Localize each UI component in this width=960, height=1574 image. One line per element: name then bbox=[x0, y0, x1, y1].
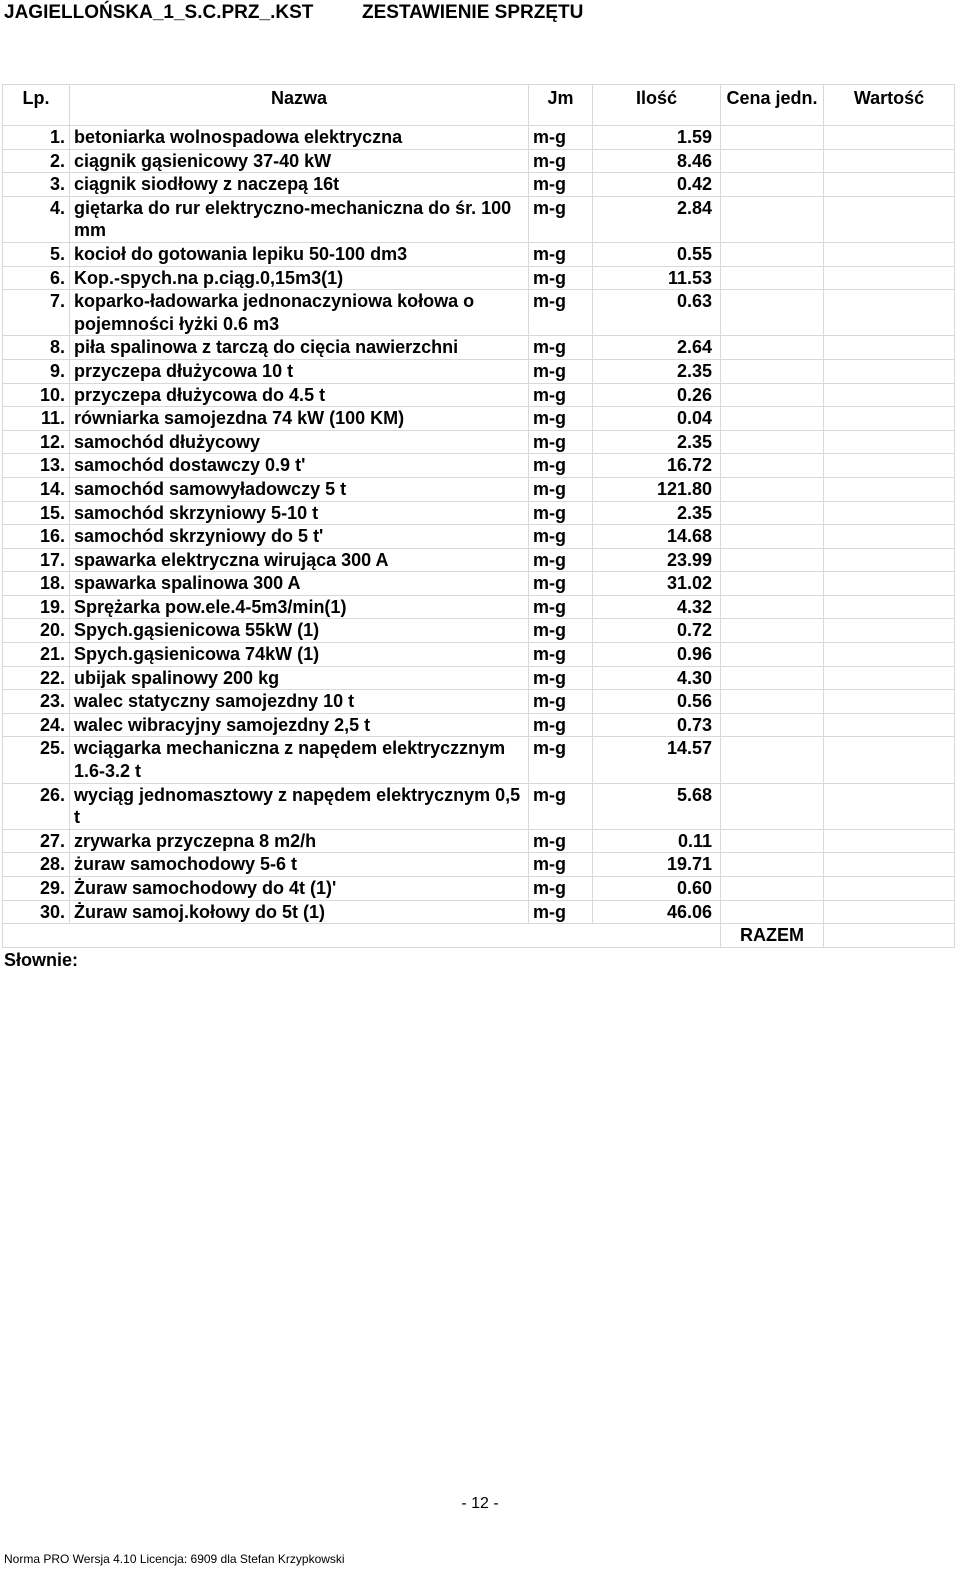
row-lp: 25. bbox=[3, 737, 70, 783]
row-name: zrywarka przyczepna 8 m2/h bbox=[70, 829, 529, 853]
row-name: samochód skrzyniowy do 5 t' bbox=[70, 525, 529, 549]
row-lp: 28. bbox=[3, 853, 70, 877]
row-jm: m-g bbox=[529, 783, 593, 829]
row-qty: 0.26 bbox=[593, 383, 721, 407]
row-lp: 19. bbox=[3, 595, 70, 619]
row-qty: 14.68 bbox=[593, 525, 721, 549]
row-qty: 23.99 bbox=[593, 548, 721, 572]
col-header-wartosc: Wartość bbox=[824, 85, 955, 126]
row-value bbox=[824, 643, 955, 667]
table-row bbox=[3, 407, 955, 431]
table-row bbox=[3, 690, 955, 714]
row-qty: 0.55 bbox=[593, 242, 721, 266]
row-price bbox=[721, 877, 824, 901]
table-row bbox=[3, 572, 955, 596]
row-price bbox=[721, 713, 824, 737]
row-name: wciągarka mechaniczna z napędem elektryczznym 1.6-3.2 t bbox=[70, 737, 529, 783]
row-qty: 2.35 bbox=[593, 359, 721, 383]
row-name: kocioł do gotowania lepiku 50-100 dm3 bbox=[70, 242, 529, 266]
row-price bbox=[721, 242, 824, 266]
row-name: betoniarka wolnospadowa elektryczna bbox=[70, 126, 529, 150]
row-price bbox=[721, 126, 824, 150]
row-name: żuraw samochodowy 5-6 t bbox=[70, 853, 529, 877]
row-lp: 1. bbox=[3, 126, 70, 150]
page-number: - 12 - bbox=[461, 1495, 499, 1512]
row-jm: m-g bbox=[529, 454, 593, 478]
row-jm: m-g bbox=[529, 290, 593, 336]
row-jm: m-g bbox=[529, 643, 593, 667]
row-value bbox=[824, 430, 955, 454]
col-header-cena: Cena jedn. bbox=[721, 85, 824, 126]
table-row bbox=[3, 383, 955, 407]
row-name: spawarka spalinowa 300 A bbox=[70, 572, 529, 596]
table-row bbox=[3, 242, 955, 266]
row-jm: m-g bbox=[529, 359, 593, 383]
row-jm: m-g bbox=[529, 430, 593, 454]
row-value bbox=[824, 290, 955, 336]
row-name: walec wibracyjny samojezdny 2,5 t bbox=[70, 713, 529, 737]
row-price bbox=[721, 149, 824, 173]
table-row bbox=[3, 336, 955, 360]
row-value bbox=[824, 713, 955, 737]
row-lp: 17. bbox=[3, 548, 70, 572]
row-jm: m-g bbox=[529, 126, 593, 150]
row-jm: m-g bbox=[529, 853, 593, 877]
row-value bbox=[824, 359, 955, 383]
row-lp: 5. bbox=[3, 242, 70, 266]
table-row bbox=[3, 548, 955, 572]
row-price bbox=[721, 666, 824, 690]
row-qty: 4.32 bbox=[593, 595, 721, 619]
row-jm: m-g bbox=[529, 666, 593, 690]
row-value bbox=[824, 595, 955, 619]
row-jm: m-g bbox=[529, 266, 593, 290]
table-row bbox=[3, 477, 955, 501]
row-jm: m-g bbox=[529, 572, 593, 596]
row-name: wyciąg jednomasztowy z napędem elektrycznym 0,5 t bbox=[70, 783, 529, 829]
row-price bbox=[721, 196, 824, 242]
row-value bbox=[824, 173, 955, 197]
row-jm: m-g bbox=[529, 149, 593, 173]
row-jm: m-g bbox=[529, 713, 593, 737]
row-qty: 31.02 bbox=[593, 572, 721, 596]
table-row bbox=[3, 853, 955, 877]
row-qty: 0.56 bbox=[593, 690, 721, 714]
row-price bbox=[721, 454, 824, 478]
row-jm: m-g bbox=[529, 173, 593, 197]
col-header-jm: Jm bbox=[529, 85, 593, 126]
total-row bbox=[3, 924, 955, 948]
row-qty: 14.57 bbox=[593, 737, 721, 783]
row-lp: 23. bbox=[3, 690, 70, 714]
table-row bbox=[3, 619, 955, 643]
row-qty: 0.96 bbox=[593, 643, 721, 667]
row-price bbox=[721, 477, 824, 501]
row-qty: 4.30 bbox=[593, 666, 721, 690]
row-value bbox=[824, 548, 955, 572]
row-lp: 11. bbox=[3, 407, 70, 431]
row-lp: 27. bbox=[3, 829, 70, 853]
row-jm: m-g bbox=[529, 525, 593, 549]
row-value bbox=[824, 336, 955, 360]
row-qty: 2.84 bbox=[593, 196, 721, 242]
row-value bbox=[824, 690, 955, 714]
row-jm: m-g bbox=[529, 196, 593, 242]
row-price bbox=[721, 266, 824, 290]
row-value bbox=[824, 266, 955, 290]
row-lp: 2. bbox=[3, 149, 70, 173]
row-jm: m-g bbox=[529, 595, 593, 619]
col-header-nazwa: Nazwa bbox=[70, 85, 529, 126]
total-row-spacer bbox=[3, 924, 721, 948]
row-lp: 24. bbox=[3, 713, 70, 737]
row-qty: 0.42 bbox=[593, 173, 721, 197]
slownie-label: Słownie: bbox=[4, 950, 79, 970]
row-qty: 2.64 bbox=[593, 336, 721, 360]
row-qty: 0.60 bbox=[593, 877, 721, 901]
row-qty: 0.63 bbox=[593, 290, 721, 336]
row-name: samochód skrzyniowy 5-10 t bbox=[70, 501, 529, 525]
row-lp: 16. bbox=[3, 525, 70, 549]
row-jm: m-g bbox=[529, 501, 593, 525]
row-lp: 15. bbox=[3, 501, 70, 525]
row-price bbox=[721, 336, 824, 360]
row-lp: 6. bbox=[3, 266, 70, 290]
row-price bbox=[721, 829, 824, 853]
row-price bbox=[721, 359, 824, 383]
row-lp: 20. bbox=[3, 619, 70, 643]
row-jm: m-g bbox=[529, 877, 593, 901]
table-row bbox=[3, 900, 955, 924]
row-name: spawarka elektryczna wirująca 300 A bbox=[70, 548, 529, 572]
row-lp: 7. bbox=[3, 290, 70, 336]
row-qty: 8.46 bbox=[593, 149, 721, 173]
row-value bbox=[824, 477, 955, 501]
row-jm: m-g bbox=[529, 737, 593, 783]
footer-license: Norma PRO Wersja 4.10 Licencja: 6909 dla Stefan Krzypkowski bbox=[4, 1552, 345, 1566]
row-price bbox=[721, 525, 824, 549]
row-lp: 26. bbox=[3, 783, 70, 829]
total-label: RAZEM bbox=[721, 924, 824, 948]
row-name: przyczepa dłużycowa do 4.5 t bbox=[70, 383, 529, 407]
row-jm: m-g bbox=[529, 407, 593, 431]
row-jm: m-g bbox=[529, 900, 593, 924]
table-row bbox=[3, 877, 955, 901]
row-price bbox=[721, 572, 824, 596]
row-lp: 21. bbox=[3, 643, 70, 667]
table-row bbox=[3, 829, 955, 853]
row-jm: m-g bbox=[529, 690, 593, 714]
row-value bbox=[824, 737, 955, 783]
row-name: Sprężarka pow.ele.4-5m3/min(1) bbox=[70, 595, 529, 619]
row-value bbox=[824, 407, 955, 431]
row-name: walec statyczny samojezdny 10 t bbox=[70, 690, 529, 714]
table-row bbox=[3, 783, 955, 829]
page-title: ZESTAWIENIE SPRZĘTU bbox=[362, 2, 584, 23]
table-row bbox=[3, 149, 955, 173]
row-name: ciągnik gąsienicowy 37-40 kW bbox=[70, 149, 529, 173]
col-header-lp: Lp. bbox=[3, 85, 70, 126]
row-lp: 9. bbox=[3, 359, 70, 383]
table-row bbox=[3, 290, 955, 336]
row-qty: 5.68 bbox=[593, 783, 721, 829]
file-name: JAGIELLOŃSKA_1_S.C.PRZ_.KST bbox=[4, 2, 314, 23]
row-value bbox=[824, 666, 955, 690]
row-name: Żuraw samoj.kołowy do 5t (1) bbox=[70, 900, 529, 924]
row-price bbox=[721, 407, 824, 431]
table-row bbox=[3, 525, 955, 549]
table-row bbox=[3, 643, 955, 667]
row-price bbox=[721, 173, 824, 197]
table-row bbox=[3, 126, 955, 150]
table-row bbox=[3, 430, 955, 454]
row-price bbox=[721, 619, 824, 643]
row-name: Spych.gąsienicowa 74kW (1) bbox=[70, 643, 529, 667]
row-price bbox=[721, 383, 824, 407]
row-lp: 12. bbox=[3, 430, 70, 454]
row-qty: 0.11 bbox=[593, 829, 721, 853]
row-price bbox=[721, 430, 824, 454]
row-qty: 11.53 bbox=[593, 266, 721, 290]
row-price bbox=[721, 643, 824, 667]
row-name: Kop.-spych.na p.ciąg.0,15m3(1) bbox=[70, 266, 529, 290]
row-qty: 2.35 bbox=[593, 501, 721, 525]
row-price bbox=[721, 783, 824, 829]
table-header-row bbox=[3, 85, 955, 126]
total-value bbox=[824, 924, 955, 948]
row-price bbox=[721, 853, 824, 877]
row-qty: 19.71 bbox=[593, 853, 721, 877]
row-lp: 13. bbox=[3, 454, 70, 478]
row-price bbox=[721, 290, 824, 336]
row-value bbox=[824, 900, 955, 924]
table-row bbox=[3, 595, 955, 619]
row-lp: 29. bbox=[3, 877, 70, 901]
row-qty: 1.59 bbox=[593, 126, 721, 150]
row-price bbox=[721, 548, 824, 572]
row-value bbox=[824, 829, 955, 853]
row-price bbox=[721, 690, 824, 714]
row-jm: m-g bbox=[529, 242, 593, 266]
row-value bbox=[824, 149, 955, 173]
row-value bbox=[824, 877, 955, 901]
row-value bbox=[824, 525, 955, 549]
row-qty: 0.72 bbox=[593, 619, 721, 643]
col-header-ilosc: Ilość bbox=[593, 85, 721, 126]
table-row bbox=[3, 713, 955, 737]
row-lp: 30. bbox=[3, 900, 70, 924]
row-name: koparko-ładowarka jednonaczyniowa kołowa o pojemności łyżki 0.6 m3 bbox=[70, 290, 529, 336]
row-qty: 16.72 bbox=[593, 454, 721, 478]
equipment-table bbox=[2, 84, 955, 948]
table-row bbox=[3, 454, 955, 478]
row-jm: m-g bbox=[529, 619, 593, 643]
row-value bbox=[824, 196, 955, 242]
row-lp: 22. bbox=[3, 666, 70, 690]
row-value bbox=[824, 454, 955, 478]
row-lp: 10. bbox=[3, 383, 70, 407]
row-jm: m-g bbox=[529, 336, 593, 360]
row-value bbox=[824, 619, 955, 643]
row-name: Spych.gąsienicowa 55kW (1) bbox=[70, 619, 529, 643]
row-lp: 8. bbox=[3, 336, 70, 360]
row-name: ciągnik siodłowy z naczepą 16t bbox=[70, 173, 529, 197]
row-qty: 46.06 bbox=[593, 900, 721, 924]
row-value bbox=[824, 853, 955, 877]
row-jm: m-g bbox=[529, 383, 593, 407]
row-name: samochód samowyładowczy 5 t bbox=[70, 477, 529, 501]
row-price bbox=[721, 501, 824, 525]
row-jm: m-g bbox=[529, 548, 593, 572]
row-name: równiarka samojezdna 74 kW (100 KM) bbox=[70, 407, 529, 431]
row-price bbox=[721, 900, 824, 924]
row-name: ubijak spalinowy 200 kg bbox=[70, 666, 529, 690]
table-row bbox=[3, 666, 955, 690]
row-name: giętarka do rur elektryczno-mechaniczna do śr. 100 mm bbox=[70, 196, 529, 242]
row-name: przyczepa dłużycowa 10 t bbox=[70, 359, 529, 383]
row-name: Żuraw samochodowy do 4t (1)' bbox=[70, 877, 529, 901]
row-name: samochód dłużycowy bbox=[70, 430, 529, 454]
table-row bbox=[3, 737, 955, 783]
row-value bbox=[824, 383, 955, 407]
row-qty: 0.73 bbox=[593, 713, 721, 737]
row-value bbox=[824, 242, 955, 266]
row-name: piła spalinowa z tarczą do cięcia nawierzchni bbox=[70, 336, 529, 360]
row-qty: 2.35 bbox=[593, 430, 721, 454]
table-row bbox=[3, 196, 955, 242]
table-row bbox=[3, 501, 955, 525]
row-price bbox=[721, 737, 824, 783]
row-value bbox=[824, 572, 955, 596]
row-lp: 18. bbox=[3, 572, 70, 596]
table-row bbox=[3, 359, 955, 383]
row-value bbox=[824, 783, 955, 829]
row-value bbox=[824, 501, 955, 525]
row-lp: 3. bbox=[3, 173, 70, 197]
row-qty: 121.80 bbox=[593, 477, 721, 501]
row-lp: 4. bbox=[3, 196, 70, 242]
table-row bbox=[3, 173, 955, 197]
row-jm: m-g bbox=[529, 829, 593, 853]
row-price bbox=[721, 595, 824, 619]
table-row bbox=[3, 266, 955, 290]
row-qty: 0.04 bbox=[593, 407, 721, 431]
row-lp: 14. bbox=[3, 477, 70, 501]
row-value bbox=[824, 126, 955, 150]
row-jm: m-g bbox=[529, 477, 593, 501]
row-name: samochód dostawczy 0.9 t' bbox=[70, 454, 529, 478]
